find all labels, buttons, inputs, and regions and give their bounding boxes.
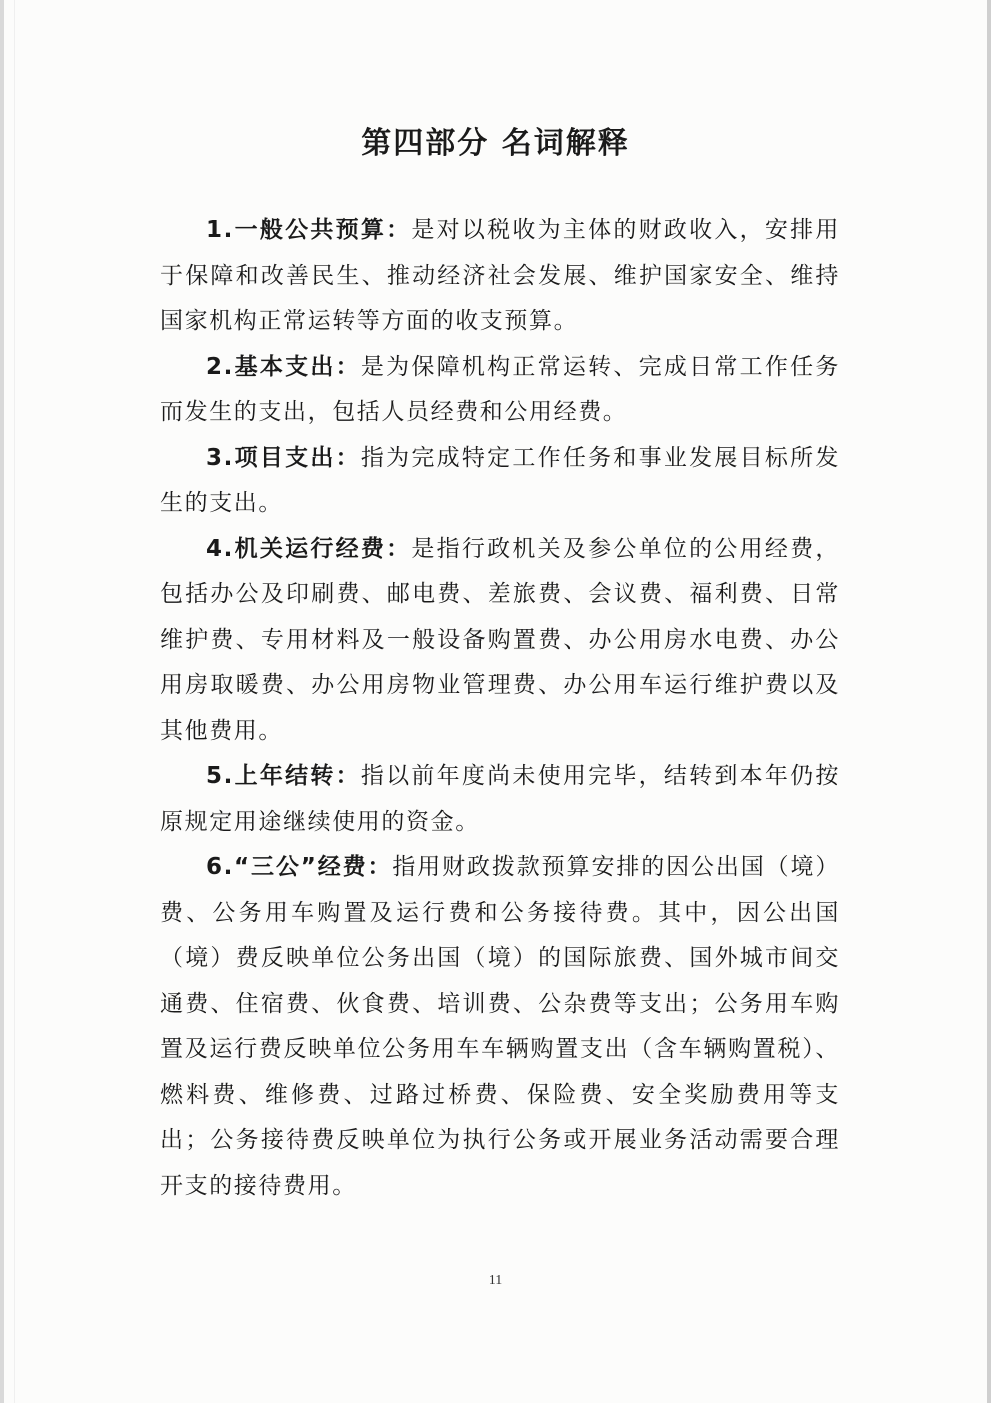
definition-term: 6.“三公”经费： [206,854,393,880]
definition-term: 1.一般公共预算： [206,217,412,243]
definition-item [160,754,840,845]
definition-text: 是指行政机关及参公单位的公用经费，包括办公及印刷费、邮电费、差旅费、会议费、福利费、日常维护费、专用材料及一般设备购置费、办公用房水电费、办公用房取暖费、办公用房物业管理费、办公用车运行维护费以及其他费用。 [160,535,840,744]
definitions-list [160,208,840,1209]
definition-term: 5.上年结转： [206,763,361,789]
scan-edge-right [987,0,991,1403]
definition-item [160,208,840,345]
definition-term: 3.项目支出： [206,444,361,471]
page-number: 11 [488,1273,503,1288]
definition-text: 指为完成特定工作任务和事业发展目标所发生的支出。 [160,444,840,516]
definition-item [160,345,840,436]
definition-item [160,527,840,755]
definition-term: 4.机关运行经费： [206,535,412,562]
definition-item [160,436,840,527]
definition-text: 是对以税收为主体的财政收入，安排用于保障和改善民生、推动经济社会发展、维护国家安全、维持国家机构正常运转等方面的收支预算。 [160,217,840,334]
definition-text: 指用财政拨款预算安排的因公出国（境）费、公务用车购置及运行费和公务接待费。其中，因公出国（境）费反映单位公务出国（境）的国际旅费、国外城市间交通费、住宿费、伙食费、培训费、公杂费等支出；公务用车购置及运行费反映单位公务用车车辆购置支出（含车辆购置税）、燃料费、维修费、过路过桥费、保险费、安全奖励费用等支出；公务接待费反映单位为执行公务或开展业务活动需要合理开支的接待费用。 [160,854,841,1199]
scan-line [14,0,15,1403]
definition-text: 是为保障机构正常运转、完成日常工作任务而发生的支出，包括人员经费和公用经费。 [160,353,840,425]
definition-term: 2.基本支出： [206,353,361,380]
page-title: 第四部分 名词解释 [361,126,630,161]
definition-item [160,845,840,1209]
scan-edge-left [0,0,4,1403]
definition-text: 指以前年度尚未使用完毕，结转到本年仍按原规定用途继续使用的资金。 [160,763,840,835]
